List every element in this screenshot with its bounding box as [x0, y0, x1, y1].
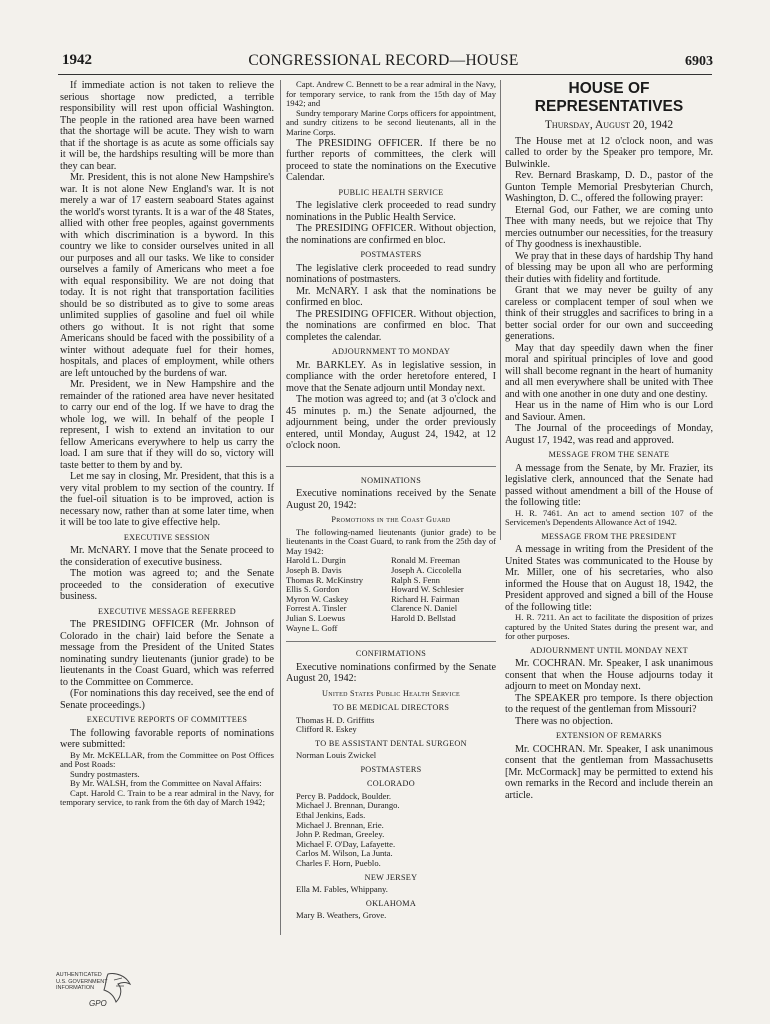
nominee-name: Harold L. Durgin	[286, 555, 346, 566]
nominee-name: Thomas R. McKinstry	[286, 574, 364, 585]
senate-paragraph: The motion was agreed to; and (at 3 o'clock and 45 minutes p. m.) the Senate adjourned, the adjournment being, under the order previously entered, until Monday, August 24, 1942, at 12 o'clock noon.	[286, 394, 496, 452]
nominee-list	[286, 556, 496, 633]
confirmations-small-text: Norman Louis Zwickel	[296, 750, 377, 761]
house-column	[505, 80, 713, 801]
header-title: CONGRESSIONAL RECORD—HOUSE	[248, 52, 519, 69]
senate-paragraph: Mr. President, this is not alone New Hampshire's war. It is not alone New England's war. It is not merely a war of 17 eastern seaboard States against the world's worst tyrants. It is a war of the 48 States, allied with other free peoples, against governments with which discrimination is a byword. In this country we like to consider ourselves united in all our purposes and all our tasks. We like to consider ourselves a family of Americans who meet a foe with equal responsibility. We are not doing that today. It is not right that transportation facilities should be so distributed as to give to some areas unlimited supplies of gasoline and fuel oil while others go without. It is not right that some Americans should be faced with the possibility of a winter without adequate fuel for their homes, hospitals, and places of employment, while others are left untouched by the burdens of war.	[60, 172, 274, 379]
section-divider	[286, 466, 496, 467]
house-paragraph: Mr. COCHRAN. Mr. Speaker, I ask unanimous consent that the gentleman from Massachusetts [Mr. McCormack] may be permitted to extend his own remarks in the Record and include therein an article.	[505, 743, 713, 801]
confirmations-small-text: Percy B. Paddock, Boulder.	[296, 790, 391, 801]
confirmations-subheading: NEW JERSEY	[364, 872, 418, 882]
confirmations-small-text: John P. Redman, Greeley.	[296, 829, 385, 840]
senate-paragraph: If immediate action is not taken to relieve the serious shortage now predicted, a terrible responsibility will rest upon official Washington. The people in the rationed area have been warned that the shortage will be acute. They wish to warn that if the shortage is as acute as some officials say it will be, the hardships resulting will be more than they can bear.	[60, 80, 274, 172]
house-paragraph: The SPEAKER pro tempore. Is there objection to the request of the gentleman from Missouri?	[505, 692, 713, 716]
senate-section-heading: EXECUTIVE MESSAGE REFERRED	[98, 606, 236, 616]
confirmations-small-text: Michael F. O'Day, Lafayette.	[296, 838, 396, 849]
senate-paragraph: Mr. McNARY. I ask that the nominations be confirmed en bloc.	[286, 285, 496, 309]
senate-paragraph: The motion was agreed to; and the Senate proceeded to the consideration of executive business.	[60, 568, 274, 602]
senate-small-text: Capt. Harold C. Train to be a rear admiral in the Navy, for temporary service, to rank from the 6th day of March 1942;	[60, 787, 274, 808]
senate-paragraph: The legislative clerk proceeded to read sundry nominations in the Public Health Service.	[286, 200, 496, 223]
authentication-text: AUTHENTICATED U.S. GOVERNMENT INFORMATION	[56, 972, 108, 991]
confirmations-small-text: Michael J. Brennan, Erie.	[296, 819, 384, 830]
senate-paragraph: The PRESIDING OFFICER (Mr. Johnson of Colorado in the chair) laid before the Senate a message from the President of the United States nominating sundry lieutenants (junior grade) to be lieutenants in the Coast Guard, which was referred to the Committee on Commerce.	[60, 619, 274, 688]
nominee-name: Myron W. Caskey	[286, 593, 349, 604]
senate-small-text: Sundry postmasters.	[70, 768, 140, 779]
confirmations-small-text: Ethal Jenkins, Eads.	[296, 810, 366, 821]
confirmations-small-text: Clifford R. Eskey	[296, 724, 357, 735]
senate-paragraph: Mr. President, we in New Hampshire and the remainder of the rationed area have never hesitated to carry our end of the log. If we have to drag the whole log, we will. In behalf of the people I represent, I wish to extend an invitation to our fellow Americans everywhere to help us carry the load. I am sure that if they will do so, victory will taste better to them by and by.	[60, 379, 274, 471]
column-divider	[280, 80, 281, 935]
senate-paragraph: Let me say in closing, Mr. President, that this is a very vital problem to my section of the country. If the fuel-oil situation is to be improved, action is necessary now, rather than at some later time, when it will be too late to give effective help.	[60, 471, 274, 528]
confirmations-small-text: Ella M. Fables, Whippany.	[296, 884, 388, 895]
confirmations-subheading: TO BE MEDICAL DIRECTORS	[332, 703, 450, 713]
nominee-name: Joseph A. Ciccolella	[391, 564, 462, 575]
house-section-heading: EXTENSION OF REMARKS	[555, 731, 663, 741]
nominee-name: Joseph B. Davis	[286, 564, 342, 575]
house-paragraph: A message in writing from the President of the United States was communicated to the House by Mr. Miller, one of his secretaries, who also informed the House that on August 18, 1942, the President approved and signed a bill of the House of the following title:	[505, 544, 713, 613]
gpo-authentication-logo	[56, 968, 136, 1012]
nominee-name: Ellis S. Gordon	[286, 584, 340, 595]
senate-column-2	[286, 80, 496, 921]
house-section-heading: MESSAGE FROM THE SENATE	[548, 450, 670, 459]
senate-section-heading: EXECUTIVE SESSION	[123, 532, 211, 542]
senate-small-text: Capt. Andrew C. Bennett to be a rear admiral in the Navy, for temporary service, to rank from the 15th day of May 1942; and	[286, 79, 496, 109]
nominations-text: The following-named lieutenants (junior grade) to be lieutenants in the Coast Guard, to rank from the 25th day of May 1942:	[286, 526, 496, 556]
senate-paragraph: The PRESIDING OFFICER. Without objection, the nominations are confirmed en bloc. That completes the calendar.	[286, 308, 496, 343]
house-paragraph: A message from the Senate, by Mr. Frazier, its legislative clerk, announced that the Senate had passed without amendment a bill of the House of the following title:	[505, 462, 713, 508]
house-paragraph: The Journal of the proceedings of Monday, August 17, 1942, was read and approved.	[505, 423, 713, 446]
nominee-name: Ronald M. Freeman	[391, 555, 460, 566]
house-paragraph: There was no objection.	[515, 715, 613, 727]
house-paragraph: Rev. Bernard Braskamp, D. D., pastor of the Gunton Temple Memorial Presbyterian Church, Washington, D. C., offered the following prayer:	[505, 170, 713, 204]
nominations-heading: NOMINATIONS	[360, 475, 422, 485]
senate-paragraph: The PRESIDING OFFICER. If there be no further reports of committees, the clerk will proceed to state the nominations on the Executive Calendar.	[286, 137, 496, 184]
confirmations-section	[286, 648, 496, 921]
nominee-name: Richard H. Fairman	[391, 593, 460, 604]
nominee-name	[391, 624, 496, 634]
senate-column-1	[60, 80, 274, 808]
confirmations-section-heading: CONFIRMATIONS	[355, 649, 427, 659]
senate-proceedings	[286, 80, 496, 452]
house-small-text: H. R. 7211. An act to facilitate the disposition of prizes captured by the United States during the present war, and for other purposes.	[505, 612, 713, 642]
senate-section-heading: EXECUTIVE REPORTS OF COMMITTEES	[86, 715, 248, 724]
senate-small-text: By Mr. WALSH, from the Committee on Naval Affairs:	[70, 778, 262, 789]
nominee-name: Clarence N. Daniel	[391, 603, 458, 614]
house-paragraph: Grant that we may never be guilty of any careless or complacent temper of soul when we think of their struggles and sacrifices to bring in a better social order for our own and succeeding generations.	[505, 285, 713, 342]
nominations-intro: Executive nominations received by the Senate August 20, 1942:	[286, 488, 496, 511]
house-paragraph: Eternal God, our Father, we are coming unto Thee with many needs, but we rejoice that Thy mercies outnumber our necessities, for the treasury of Thy goodness is inexhaustible.	[505, 204, 713, 250]
senate-paragraph: Mr. BARKLEY. As in legislative session, in compliance with the order heretofore entered, I move that the Senate adjourn until Monday next.	[286, 359, 496, 394]
house-paragraph: We pray that in these days of hardship Thy hand of blessing may be upon all who are performing their duties with fidelity and fortitude.	[505, 250, 713, 285]
senate-paragraph: Mr. McNARY. I move that the Senate proceed to the consideration of executive business.	[60, 545, 274, 568]
senate-paragraph: (For nominations this day received, see the end of Senate proceedings.)	[60, 688, 274, 711]
house-date: Thursday, August 20, 1942	[544, 119, 674, 131]
confirmations-subheading: TO BE ASSISTANT DENTAL SURGEON	[315, 738, 467, 748]
running-header	[56, 52, 711, 74]
senate-paragraph: The following favorable reports of nominations were submitted:	[60, 727, 274, 750]
nominee-name: Forrest A. Tinsler	[286, 603, 347, 614]
confirmations-small-text: Carlos M. Wilson, La Junta.	[296, 848, 393, 859]
senate-small-text: Sundry temporary Marine Corps officers for appointment, and sundry citizens to be second lieutenants, all in the Marine Corps.	[286, 107, 496, 137]
house-paragraph: The House met at 12 o'clock noon, and was called to order by the Speaker pro tempore, Mr. Bulwinkle.	[505, 135, 713, 170]
confirmations-small-text: Thomas H. D. Griffitts	[296, 714, 375, 725]
column-divider	[500, 80, 501, 540]
nominee-name: Harold D. Bellstad	[391, 612, 456, 623]
confirmations-subheading: OKLAHOMA	[365, 898, 417, 908]
confirmations-subheading: COLORADO	[367, 779, 415, 789]
confirmations-small-text: Mary B. Weathers, Grove.	[296, 910, 387, 921]
section-divider	[286, 641, 496, 642]
senate-paragraph: The legislative clerk proceeded to read sundry nominations of postmasters.	[286, 262, 496, 286]
senate-small-text: By Mr. McKELLAR, from the Committee on Post Offices and Post Roads:	[60, 749, 274, 770]
house-paragraph: May that day speedily dawn when the finer moral and spiritual principles of love and good will shall become regnant in the heart of humanity and all men everywhere shall be united with Thee and with one another in one duty and one destiny.	[505, 342, 713, 400]
senate-section-heading: ADJOURNMENT TO MONDAY	[331, 347, 451, 357]
house-paragraph: Hear us in the name of Him who is our Lord and Saviour. Amen.	[505, 400, 713, 423]
senate-section-heading: POSTMASTERS	[360, 250, 422, 260]
nominee-name: Julian S. Loewus	[286, 612, 345, 623]
confirmations-small-text: Charles F. Horn, Pueblo.	[296, 858, 381, 869]
nominee-name: Wayne L. Goff	[286, 622, 338, 633]
house-section-heading: MESSAGE FROM THE PRESIDENT	[541, 531, 677, 541]
confirmations-subheading: POSTMASTERS	[360, 764, 422, 774]
header-year: 1942	[62, 52, 92, 68]
house-heading: HOUSE OF REPRESENTATIVES	[534, 80, 684, 115]
confirmations-paragraph: Executive nominations confirmed by the Senate August 20, 1942:	[286, 661, 496, 685]
senate-paragraph: The PRESIDING OFFICER. Without objection, the nominations are confirmed en bloc.	[286, 223, 496, 246]
house-section-heading: ADJOURNMENT UNTIL MONDAY NEXT	[530, 645, 688, 655]
senate-section-heading: PUBLIC HEALTH SERVICE	[338, 187, 444, 197]
house-paragraph: Mr. COCHRAN. Mr. Speaker, I ask unanimous consent that when the House adjourns today it adjourn to meet on Monday next.	[505, 658, 713, 693]
nominee-name: Ralph S. Fenn	[391, 574, 440, 585]
header-rule	[58, 74, 712, 75]
page-number: 6903	[685, 54, 713, 69]
nominations-subheading: Promotions in the Coast Guard	[331, 515, 451, 525]
nominee-name: Howard W. Schlesier	[391, 584, 464, 595]
nominations-section	[286, 475, 496, 634]
confirmations-subheading: United States Public Health Service	[322, 688, 460, 698]
confirmations-small-text: Michael J. Brennan, Durango.	[296, 800, 400, 811]
gpo-label: GPO	[89, 999, 107, 1008]
house-small-text: H. R. 7461. An act to amend section 107 of the Servicemen's Dependents Allowance Act of 1942.	[505, 507, 713, 528]
